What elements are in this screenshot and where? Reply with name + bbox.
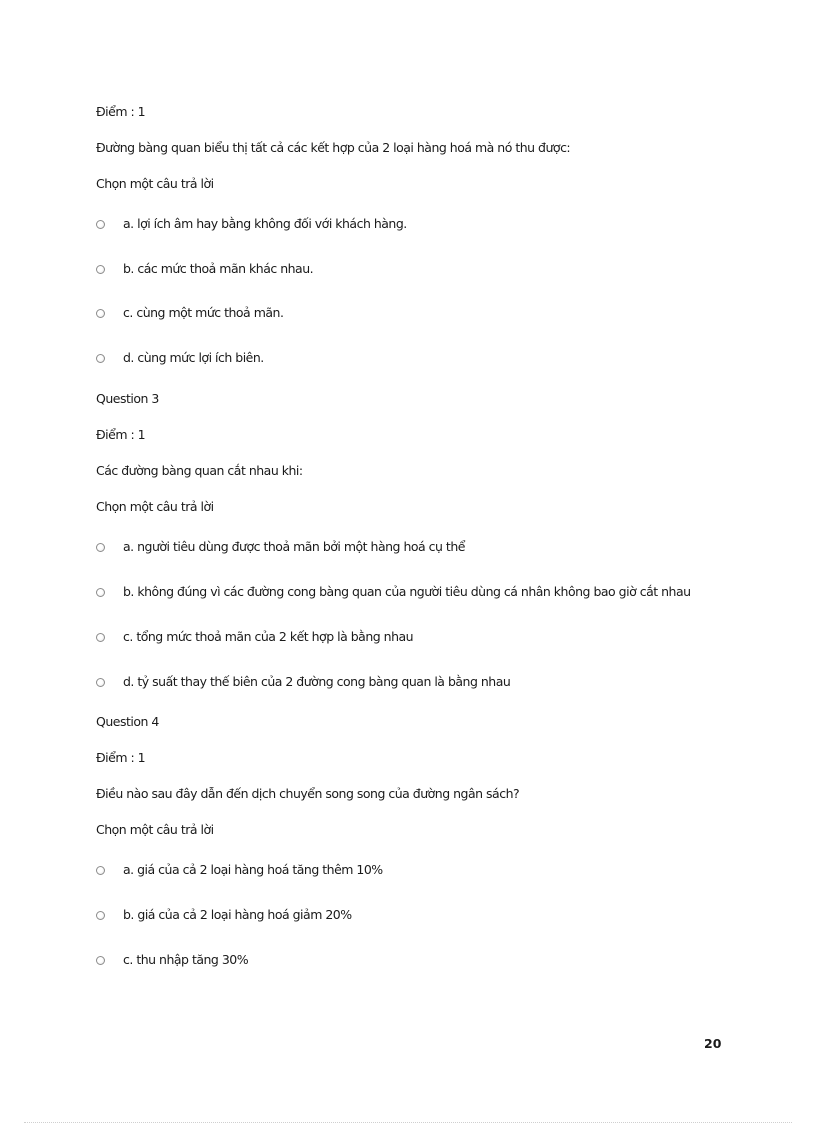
question-2-option-a[interactable]	[96, 216, 407, 232]
option-label: c. tổng mức thoả mãn của 2 kết hợp là bằng nhau	[123, 629, 414, 644]
question-4-points: Điểm : 1	[96, 750, 146, 765]
question-4-option-c[interactable]	[96, 952, 248, 968]
radio-button-icon[interactable]	[96, 265, 105, 274]
radio-button-icon[interactable]	[96, 588, 105, 597]
question-4-choose-label: Chọn một câu trả lời	[96, 822, 214, 837]
question-3-title: Question 3	[96, 391, 159, 406]
option-label: b. các mức thoả mãn khác nhau.	[123, 261, 314, 276]
option-label: d. tỷ suất thay thế biên của 2 đường cong bàng quan là bằng nhau	[123, 674, 511, 689]
radio-button-icon[interactable]	[96, 678, 105, 687]
question-4-option-b[interactable]	[96, 907, 352, 923]
option-label: d. cùng mức lợi ích biên.	[123, 350, 264, 365]
question-2-option-c[interactable]	[96, 305, 283, 321]
radio-button-icon[interactable]	[96, 911, 105, 920]
question-2-choose-label: Chọn một câu trả lời	[96, 176, 214, 191]
radio-button-icon[interactable]	[96, 866, 105, 875]
question-4-title: Question 4	[96, 714, 159, 729]
question-3-prompt: Các đường bàng quan cắt nhau khi:	[96, 463, 303, 478]
option-label: c. cùng một mức thoả mãn.	[123, 305, 284, 320]
option-label: b. không đúng vì các đường cong bàng quan của người tiêu dùng cá nhân không bao giờ cắt nhau	[123, 584, 691, 599]
option-label: b. giá của cả 2 loại hàng hoá giảm 20%	[123, 907, 352, 922]
question-3-option-b[interactable]	[96, 584, 691, 600]
radio-button-icon[interactable]	[96, 354, 105, 363]
option-label: a. lợi ích âm hay bằng không đối với khách hàng.	[123, 216, 407, 231]
question-2-points: Điểm : 1	[96, 104, 146, 119]
question-4-option-a[interactable]	[96, 862, 383, 878]
page-number: 20	[704, 1036, 722, 1051]
question-3-option-c[interactable]	[96, 629, 413, 645]
option-label: c. thu nhập tăng 30%	[123, 952, 249, 967]
option-label: a. giá của cả 2 loại hàng hoá tăng thêm 10%	[123, 862, 383, 877]
radio-button-icon[interactable]	[96, 309, 105, 318]
question-2-option-b[interactable]	[96, 261, 313, 277]
question-4-prompt: Điều nào sau đây dẫn đến dịch chuyển song song của đường ngân sách?	[96, 786, 520, 801]
question-2-option-d[interactable]	[96, 350, 264, 366]
question-2-prompt: Đường bàng quan biểu thị tất cả các kết hợp của 2 loại hàng hoá mà nó thu được:	[96, 140, 571, 155]
radio-button-icon[interactable]	[96, 543, 105, 552]
radio-button-icon[interactable]	[96, 956, 105, 965]
question-3-option-d[interactable]	[96, 674, 510, 690]
question-3-points: Điểm : 1	[96, 427, 146, 442]
radio-button-icon[interactable]	[96, 220, 105, 229]
question-3-option-a[interactable]	[96, 539, 465, 555]
radio-button-icon[interactable]	[96, 633, 105, 642]
option-label: a. người tiêu dùng được thoả mãn bởi một hàng hoá cụ thể	[123, 539, 465, 554]
question-3-choose-label: Chọn một câu trả lời	[96, 499, 214, 514]
